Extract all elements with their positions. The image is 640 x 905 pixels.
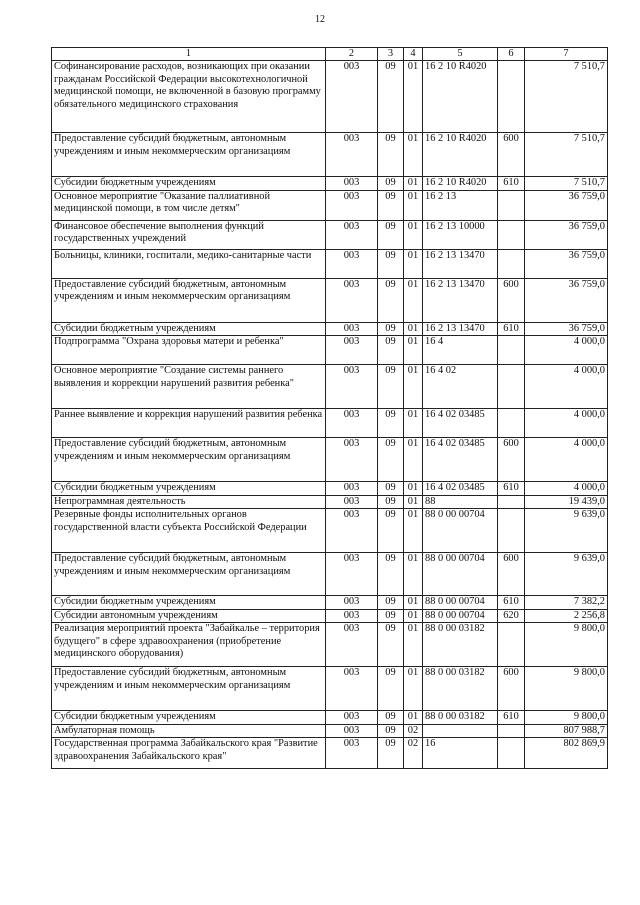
table-row: [52, 509, 608, 553]
row-subsection-code: 01: [404, 365, 423, 409]
table-row: [52, 596, 608, 609]
row-amount: 7 510,7: [525, 177, 608, 190]
row-name: Больницы, клиники, госпитали, медико-санитарные части: [52, 249, 326, 278]
header-col-2: 2: [326, 48, 378, 61]
row-expense-type: [498, 409, 525, 438]
row-expense-type: [498, 623, 525, 667]
row-section-code: 09: [378, 177, 404, 190]
table-row: [52, 190, 608, 220]
header-col-5: 5: [423, 48, 498, 61]
row-subsection-code: 01: [404, 336, 423, 365]
row-expense-type: [498, 365, 525, 409]
row-subsection-code: 01: [404, 61, 423, 133]
row-target-article: 88 0 00 00704: [423, 553, 498, 596]
row-expense-type: 610: [498, 482, 525, 495]
row-target-article: 16 2 13: [423, 190, 498, 220]
row-name: Предоставление субсидий бюджетным, автономным учреждениям и иным некоммерческим организациям: [52, 133, 326, 177]
row-name: Непрограммная деятельность: [52, 495, 326, 508]
row-subsection-code: 01: [404, 249, 423, 278]
row-target-article: 16 4 02 03485: [423, 438, 498, 482]
row-expense-type: 600: [498, 438, 525, 482]
row-ministry-code: 003: [326, 336, 378, 365]
page-number: 12: [315, 14, 325, 25]
row-amount: 9 639,0: [525, 509, 608, 553]
table-row: [52, 409, 608, 438]
row-section-code: 09: [378, 220, 404, 249]
row-amount: 4 000,0: [525, 365, 608, 409]
row-ministry-code: 003: [326, 509, 378, 553]
row-name: Софинансирование расходов, возникающих при оказании гражданам Российской Федерации высокотехнологичной медицинской помощи, не включенной в базовую программу обязательного медицинского страхования: [52, 61, 326, 133]
header-col-4: 4: [404, 48, 423, 61]
row-name: Финансовое обеспечение выполнения функций государственных учреждений: [52, 220, 326, 249]
row-name: Реализация мероприятий проекта "Забайкалье – территория будущего" в сфере здравоохранения (приобретение медицинского оборудования): [52, 623, 326, 667]
row-ministry-code: 003: [326, 553, 378, 596]
table-row: [52, 724, 608, 737]
header-col-3: 3: [378, 48, 404, 61]
row-name: Субсидии бюджетным учреждениям: [52, 322, 326, 335]
row-amount: 7 382,2: [525, 596, 608, 609]
row-expense-type: 610: [498, 596, 525, 609]
row-target-article: [423, 724, 498, 737]
row-amount: 4 000,0: [525, 409, 608, 438]
row-expense-type: 600: [498, 553, 525, 596]
header-col-7: 7: [525, 48, 608, 61]
row-target-article: 16 4 02: [423, 365, 498, 409]
row-amount: 802 869,9: [525, 738, 608, 769]
row-subsection-code: 01: [404, 409, 423, 438]
row-ministry-code: 003: [326, 249, 378, 278]
table-row: [52, 177, 608, 190]
row-ministry-code: 003: [326, 738, 378, 769]
budget-table: [51, 47, 608, 769]
row-subsection-code: 01: [404, 322, 423, 335]
row-target-article: 16 2 10 R4020: [423, 177, 498, 190]
table-row: [52, 667, 608, 711]
row-section-code: 09: [378, 278, 404, 322]
table-row: [52, 609, 608, 622]
row-subsection-code: 02: [404, 738, 423, 769]
row-name: Государственная программа Забайкальского края "Развитие здравоохранения Забайкальского края": [52, 738, 326, 769]
row-ministry-code: 003: [326, 322, 378, 335]
row-target-article: 16 4 02 03485: [423, 409, 498, 438]
row-expense-type: [498, 249, 525, 278]
table-row: [52, 495, 608, 508]
table-row: [52, 249, 608, 278]
row-target-article: 16 2 13 10000: [423, 220, 498, 249]
row-section-code: 09: [378, 409, 404, 438]
row-name: Подпрограмма "Охрана здоровья матери и ребенка": [52, 336, 326, 365]
row-ministry-code: 003: [326, 177, 378, 190]
row-ministry-code: 003: [326, 278, 378, 322]
row-ministry-code: 003: [326, 495, 378, 508]
table-row: [52, 438, 608, 482]
row-expense-type: [498, 61, 525, 133]
row-ministry-code: 003: [326, 133, 378, 177]
row-amount: 4 000,0: [525, 336, 608, 365]
row-section-code: 09: [378, 553, 404, 596]
row-subsection-code: 01: [404, 220, 423, 249]
row-subsection-code: 01: [404, 438, 423, 482]
row-subsection-code: 01: [404, 278, 423, 322]
row-target-article: 88 0 00 03182: [423, 711, 498, 724]
row-section-code: 09: [378, 596, 404, 609]
row-expense-type: [498, 220, 525, 249]
row-subsection-code: 01: [404, 609, 423, 622]
row-section-code: 09: [378, 322, 404, 335]
row-expense-type: [498, 336, 525, 365]
table-row: [52, 482, 608, 495]
row-amount: 19 439,0: [525, 495, 608, 508]
row-ministry-code: 003: [326, 623, 378, 667]
row-name: Предоставление субсидий бюджетным, автономным учреждениям и иным некоммерческим организациям: [52, 438, 326, 482]
table-row: [52, 553, 608, 596]
row-name: Резервные фонды исполнительных органов государственной власти субъекта Российской Федерации: [52, 509, 326, 553]
row-section-code: 09: [378, 133, 404, 177]
row-amount: 2 256,8: [525, 609, 608, 622]
row-name: Предоставление субсидий бюджетным, автономным учреждениям и иным некоммерческим организациям: [52, 553, 326, 596]
row-amount: 36 759,0: [525, 278, 608, 322]
row-amount: 9 639,0: [525, 553, 608, 596]
row-ministry-code: 003: [326, 220, 378, 249]
row-ministry-code: 003: [326, 596, 378, 609]
row-target-article: 88 0 00 00704: [423, 509, 498, 553]
row-amount: 36 759,0: [525, 322, 608, 335]
row-section-code: 09: [378, 495, 404, 508]
row-expense-type: [498, 509, 525, 553]
row-expense-type: 600: [498, 133, 525, 177]
row-section-code: 09: [378, 724, 404, 737]
row-expense-type: [498, 724, 525, 737]
row-amount: 9 800,0: [525, 711, 608, 724]
row-amount: 4 000,0: [525, 482, 608, 495]
table-row: [52, 623, 608, 667]
row-ministry-code: 003: [326, 409, 378, 438]
row-name: Субсидии автономным учреждениям: [52, 609, 326, 622]
row-section-code: 09: [378, 609, 404, 622]
row-expense-type: [498, 738, 525, 769]
row-name: Предоставление субсидий бюджетным, автономным учреждениям и иным некоммерческим организациям: [52, 667, 326, 711]
table-row: [52, 133, 608, 177]
row-target-article: 88 0 00 03182: [423, 667, 498, 711]
row-subsection-code: 01: [404, 509, 423, 553]
row-target-article: 16 4: [423, 336, 498, 365]
row-section-code: 09: [378, 336, 404, 365]
row-ministry-code: 003: [326, 724, 378, 737]
header-col-1: 1: [52, 48, 326, 61]
row-name: Основное мероприятие "Оказание паллиативной медицинской помощи, в том числе детям": [52, 190, 326, 220]
row-section-code: 09: [378, 190, 404, 220]
row-amount: 7 510,7: [525, 61, 608, 133]
row-ministry-code: 003: [326, 365, 378, 409]
row-amount: 4 000,0: [525, 438, 608, 482]
table-row: [52, 61, 608, 133]
row-name: Основное мероприятие "Создание системы раннего выявления и коррекции нарушений развития ребенка": [52, 365, 326, 409]
row-amount: 9 800,0: [525, 667, 608, 711]
row-amount: 807 988,7: [525, 724, 608, 737]
row-subsection-code: 01: [404, 667, 423, 711]
row-target-article: 16 2 13 13470: [423, 249, 498, 278]
row-ministry-code: 003: [326, 190, 378, 220]
row-target-article: 16 2 10 R4020: [423, 61, 498, 133]
row-subsection-code: 02: [404, 724, 423, 737]
row-amount: 36 759,0: [525, 220, 608, 249]
row-amount: 36 759,0: [525, 249, 608, 278]
row-ministry-code: 003: [326, 61, 378, 133]
row-expense-type: 600: [498, 278, 525, 322]
row-ministry-code: 003: [326, 438, 378, 482]
row-subsection-code: 01: [404, 190, 423, 220]
table-row: [52, 365, 608, 409]
row-name: Субсидии бюджетным учреждениям: [52, 596, 326, 609]
row-name: Раннее выявление и коррекция нарушений развития ребенка: [52, 409, 326, 438]
row-section-code: 09: [378, 623, 404, 667]
table-row: [52, 738, 608, 769]
row-name: Субсидии бюджетным учреждениям: [52, 177, 326, 190]
row-amount: 9 800,0: [525, 623, 608, 667]
header-col-6: 6: [498, 48, 525, 61]
row-ministry-code: 003: [326, 711, 378, 724]
row-subsection-code: 01: [404, 623, 423, 667]
row-expense-type: 610: [498, 177, 525, 190]
row-section-code: 09: [378, 509, 404, 553]
row-section-code: 09: [378, 667, 404, 711]
row-subsection-code: 01: [404, 553, 423, 596]
row-target-article: 88 0 00 03182: [423, 623, 498, 667]
row-amount: 7 510,7: [525, 133, 608, 177]
row-ministry-code: 003: [326, 482, 378, 495]
header-row: [52, 48, 608, 61]
row-target-article: 88 0 00 00704: [423, 609, 498, 622]
table-row: [52, 220, 608, 249]
row-subsection-code: 01: [404, 711, 423, 724]
row-section-code: 09: [378, 438, 404, 482]
row-target-article: 16 2 10 R4020: [423, 133, 498, 177]
row-target-article: 16 2 13 13470: [423, 278, 498, 322]
row-subsection-code: 01: [404, 133, 423, 177]
row-name: Субсидии бюджетным учреждениям: [52, 711, 326, 724]
row-name: Амбулаторная помощь: [52, 724, 326, 737]
row-section-code: 09: [378, 711, 404, 724]
table-row: [52, 322, 608, 335]
table-row: [52, 711, 608, 724]
row-expense-type: 610: [498, 322, 525, 335]
row-target-article: 88: [423, 495, 498, 508]
row-amount: 36 759,0: [525, 190, 608, 220]
row-subsection-code: 01: [404, 495, 423, 508]
table-row: [52, 336, 608, 365]
row-subsection-code: 01: [404, 177, 423, 190]
row-section-code: 09: [378, 365, 404, 409]
row-expense-type: 620: [498, 609, 525, 622]
row-expense-type: 610: [498, 711, 525, 724]
row-expense-type: [498, 495, 525, 508]
row-section-code: 09: [378, 738, 404, 769]
row-target-article: 16: [423, 738, 498, 769]
row-target-article: 88 0 00 00704: [423, 596, 498, 609]
row-subsection-code: 01: [404, 596, 423, 609]
row-name: Предоставление субсидий бюджетным, автономным учреждениям и иным некоммерческим организациям: [52, 278, 326, 322]
row-ministry-code: 003: [326, 667, 378, 711]
row-section-code: 09: [378, 482, 404, 495]
row-expense-type: 600: [498, 667, 525, 711]
row-name: Субсидии бюджетным учреждениям: [52, 482, 326, 495]
row-subsection-code: 01: [404, 482, 423, 495]
row-target-article: 16 4 02 03485: [423, 482, 498, 495]
row-section-code: 09: [378, 61, 404, 133]
row-expense-type: [498, 190, 525, 220]
table-row: [52, 278, 608, 322]
row-target-article: 16 2 13 13470: [423, 322, 498, 335]
row-section-code: 09: [378, 249, 404, 278]
budget-table-body: [52, 61, 608, 769]
row-ministry-code: 003: [326, 609, 378, 622]
